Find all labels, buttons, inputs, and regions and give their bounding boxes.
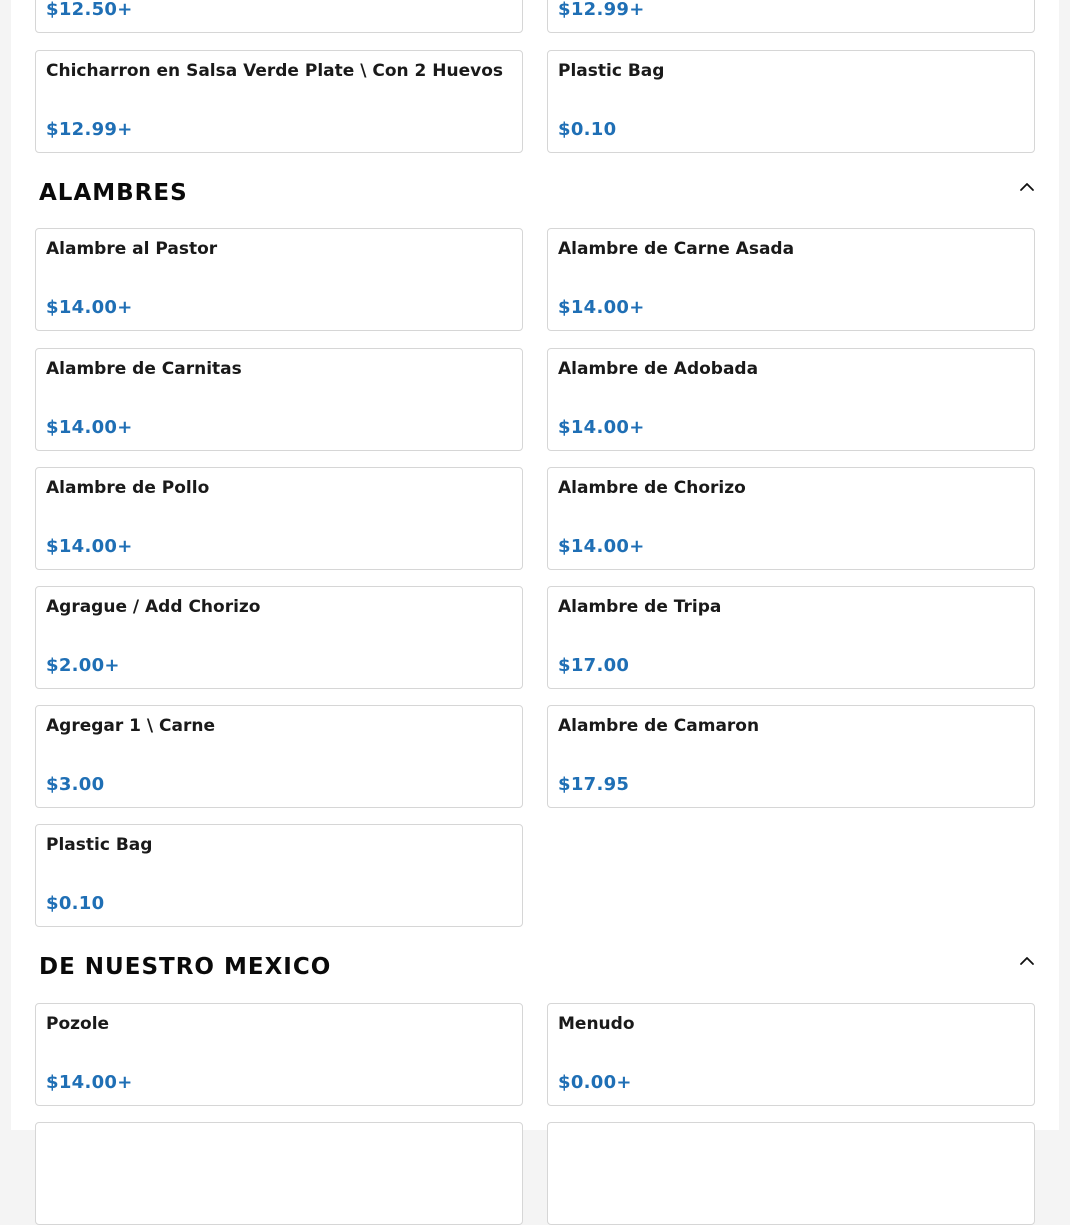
- menu-item-price: $14.00+: [46, 1072, 133, 1093]
- menu-item-name: Alambre de Chorizo: [558, 478, 746, 498]
- menu-item-card[interactable]: [547, 467, 1035, 570]
- menu-item-name: Agrague / Add Chorizo: [46, 597, 261, 617]
- menu-item-card[interactable]: [35, 50, 523, 153]
- menu-item-price: $14.00+: [558, 536, 645, 557]
- section-title: DE NUESTRO MEXICO: [39, 954, 332, 980]
- menu-item-name: Menudo: [558, 1014, 635, 1034]
- menu-item-card[interactable]: [35, 348, 523, 451]
- menu-item-card[interactable]: [35, 824, 523, 927]
- menu-item-price: $12.50+: [46, 0, 133, 20]
- menu-item-name: Chicharron en Salsa Verde Plate \ Con 2 Huevos: [46, 61, 504, 81]
- menu-item-card[interactable]: [547, 348, 1035, 451]
- menu-item-card[interactable]: [35, 1122, 523, 1225]
- menu-item-price: $3.00: [46, 774, 105, 795]
- menu-page: [11, 0, 1059, 1130]
- menu-item-card[interactable]: [547, 228, 1035, 331]
- menu-item-name: Alambre de Adobada: [558, 359, 759, 379]
- menu-item-price: $12.99+: [558, 0, 645, 20]
- menu-item-price: $17.00: [558, 655, 630, 676]
- chevron-up-icon[interactable]: [1018, 178, 1036, 196]
- menu-item-name: Alambre de Pollo: [46, 478, 210, 498]
- menu-item-name: Plastic Bag: [558, 61, 665, 81]
- menu-item-name: Alambre de Tripa: [558, 597, 722, 617]
- menu-item-card[interactable]: [35, 0, 523, 33]
- menu-item-price: $14.00+: [558, 417, 645, 438]
- menu-item-price: $0.10: [558, 119, 617, 140]
- menu-item-price: $0.00+: [558, 1072, 632, 1093]
- menu-item-card[interactable]: [35, 705, 523, 808]
- menu-item-card[interactable]: [35, 1003, 523, 1106]
- menu-item-price: $14.00+: [46, 417, 133, 438]
- menu-item-price: $14.00+: [46, 536, 133, 557]
- menu-item-price: $17.95: [558, 774, 630, 795]
- menu-item-price: $2.00+: [46, 655, 120, 676]
- menu-item-card[interactable]: [35, 467, 523, 570]
- menu-item-name: Alambre de Camaron: [558, 716, 760, 736]
- menu-item-card[interactable]: [35, 586, 523, 689]
- menu-item-price: $14.00+: [558, 297, 645, 318]
- menu-item-card[interactable]: [547, 0, 1035, 33]
- menu-item-name: Plastic Bag: [46, 835, 153, 855]
- menu-item-card[interactable]: [547, 705, 1035, 808]
- menu-item-name: Alambre al Pastor: [46, 239, 218, 259]
- menu-item-card[interactable]: [547, 586, 1035, 689]
- chevron-up-icon[interactable]: [1018, 952, 1036, 970]
- menu-item-card[interactable]: [35, 228, 523, 331]
- menu-item-name: Pozole: [46, 1014, 110, 1034]
- menu-item-card[interactable]: [547, 50, 1035, 153]
- menu-item-name: Alambre de Carnitas: [46, 359, 242, 379]
- menu-item-price: $0.10: [46, 893, 105, 914]
- menu-item-card[interactable]: [547, 1003, 1035, 1106]
- menu-item-price: $14.00+: [46, 297, 133, 318]
- menu-item-name: Alambre de Carne Asada: [558, 239, 795, 259]
- section-title: ALAMBRES: [39, 180, 188, 206]
- menu-item-name: Agregar 1 \ Carne: [46, 716, 216, 736]
- menu-item-price: $12.99+: [46, 119, 133, 140]
- menu-item-card[interactable]: [547, 1122, 1035, 1225]
